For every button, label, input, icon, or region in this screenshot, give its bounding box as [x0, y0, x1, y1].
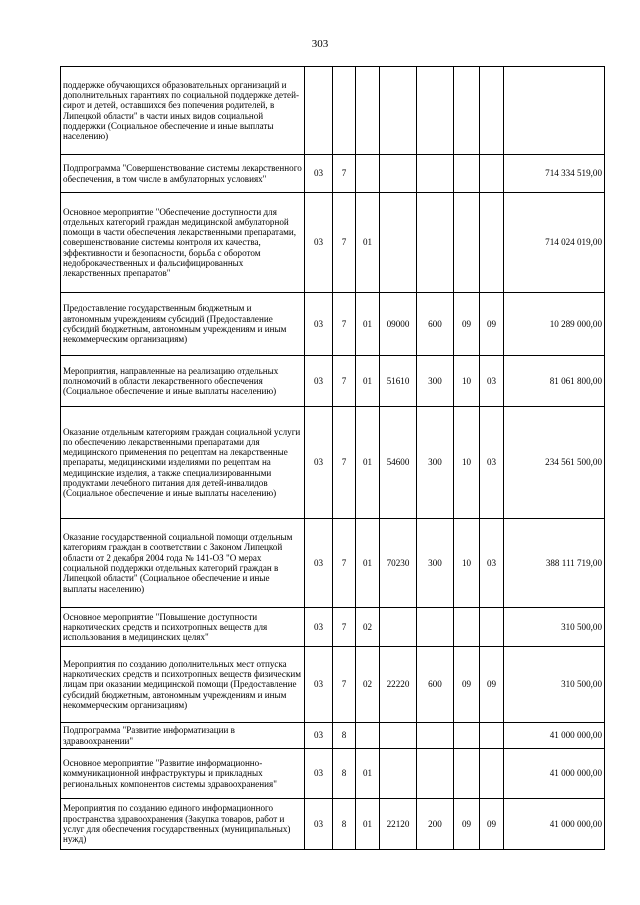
row-subsection — [480, 723, 504, 749]
row-expense-type: 200 — [417, 799, 454, 850]
row-amount: 714 024 019,00 — [504, 193, 605, 293]
row-direction-code: 54600 — [380, 407, 417, 519]
row-section: 10 — [454, 519, 480, 608]
row-name: Оказание отдельным категориям граждан социальной услуги по обеспечению лекарственными препаратами для медицинского применения по рецептам на лекарственные препараты, медицинскими изделиями по рецептам на медицинские изделия, а также специализированными продуктами лечебного питания для детей-инвалидов (Социальное обеспечение и иные выплаты населению) — [61, 407, 305, 519]
row-expense-type — [417, 608, 454, 647]
table-row — [61, 193, 605, 293]
row-amount: 310 500,00 — [504, 608, 605, 647]
row-subprogram-code: 7 — [333, 356, 356, 407]
row-expense-type: 300 — [417, 519, 454, 608]
row-direction-code: 22120 — [380, 799, 417, 850]
table-row — [61, 608, 605, 647]
row-program-code: 03 — [305, 647, 333, 723]
row-activity-code: 01 — [356, 193, 380, 293]
row-subprogram-code: 7 — [333, 519, 356, 608]
row-name: Подпрограмма "Развитие информатизации в здравоохранении" — [61, 723, 305, 749]
row-activity-code: 01 — [356, 407, 380, 519]
row-subsection: 03 — [480, 407, 504, 519]
row-program-code: 03 — [305, 799, 333, 850]
table-row — [61, 519, 605, 608]
row-direction-code — [380, 608, 417, 647]
row-subprogram-code: 8 — [333, 799, 356, 850]
row-expense-type — [417, 155, 454, 193]
row-direction-code — [380, 67, 417, 155]
row-subprogram-code: 7 — [333, 293, 356, 356]
row-subprogram-code: 7 — [333, 407, 356, 519]
row-direction-code: 51610 — [380, 356, 417, 407]
row-amount: 10 289 000,00 — [504, 293, 605, 356]
row-section: 09 — [454, 293, 480, 356]
budget-table-body — [61, 67, 605, 850]
row-direction-code: 09000 — [380, 293, 417, 356]
row-program-code: 03 — [305, 723, 333, 749]
row-amount — [504, 67, 605, 155]
table-row — [61, 723, 605, 749]
row-direction-code — [380, 193, 417, 293]
row-name: Мероприятия по созданию дополнительных мест отпуска наркотических средств и психотропных веществ физическим лицам при оказании медицинской помощи (Предоставление субсидий бюджетным, автономным учреждениям и иным некоммерческим организациям) — [61, 647, 305, 723]
table-row — [61, 356, 605, 407]
row-name: Мероприятия, направленные на реализацию отдельных полномочий в области лекарственного обеспечения (Социальное обеспечение и иные выплаты населению) — [61, 356, 305, 407]
row-activity-code: 02 — [356, 608, 380, 647]
row-name: Основное мероприятие "Развитие информационно-коммуникационной инфраструктуры и прикладных региональных компонентов системы здравоохранения" — [61, 749, 305, 799]
row-activity-code — [356, 155, 380, 193]
row-section — [454, 723, 480, 749]
row-direction-code — [380, 749, 417, 799]
budget-table — [60, 66, 605, 850]
row-amount: 41 000 000,00 — [504, 799, 605, 850]
row-section: 09 — [454, 647, 480, 723]
row-expense-type — [417, 67, 454, 155]
row-expense-type: 300 — [417, 407, 454, 519]
row-activity-code: 01 — [356, 293, 380, 356]
row-amount: 388 111 719,00 — [504, 519, 605, 608]
row-amount: 41 000 000,00 — [504, 749, 605, 799]
row-activity-code: 01 — [356, 799, 380, 850]
row-name: Предоставление государственным бюджетным и автономным учреждениям субсидий (Предоставление субсидий бюджетным, автономным учреждениям и иным некоммерческим организациям) — [61, 293, 305, 356]
row-direction-code: 70230 — [380, 519, 417, 608]
row-expense-type — [417, 749, 454, 799]
row-name: Мероприятия по созданию единого информационного пространства здравоохранения (Закупка товаров, работ и услуг для обеспечения государственных (муниципальных) нужд) — [61, 799, 305, 850]
row-activity-code: 02 — [356, 647, 380, 723]
table-row — [61, 647, 605, 723]
table-row — [61, 407, 605, 519]
row-subprogram-code: 7 — [333, 193, 356, 293]
table-row — [61, 155, 605, 193]
row-name: поддержке обучающихся образовательных организаций и дополнительных гарантиях по социальной поддержке детей-сирот и детей, оставшихся без попечения родителей, в Липецкой области" в части иных видов социальной поддержки (Социальное обеспечение и иные выплаты населению) — [61, 67, 305, 155]
row-section — [454, 67, 480, 155]
row-amount: 41 000 000,00 — [504, 723, 605, 749]
table-row — [61, 67, 605, 155]
row-name: Подпрограмма "Совершенствование системы лекарственного обеспечения, в том числе в амбулаторных условиях" — [61, 155, 305, 193]
row-subprogram-code: 7 — [333, 647, 356, 723]
table-row — [61, 293, 605, 356]
row-program-code: 03 — [305, 608, 333, 647]
row-activity-code: 01 — [356, 749, 380, 799]
row-subsection: 09 — [480, 647, 504, 723]
row-expense-type: 600 — [417, 647, 454, 723]
row-expense-type: 600 — [417, 293, 454, 356]
row-subprogram-code: 8 — [333, 723, 356, 749]
row-expense-type — [417, 723, 454, 749]
row-direction-code — [380, 155, 417, 193]
row-subsection: 03 — [480, 356, 504, 407]
row-direction-code: 22220 — [380, 647, 417, 723]
row-section: 10 — [454, 356, 480, 407]
row-section: 10 — [454, 407, 480, 519]
row-subsection: 09 — [480, 293, 504, 356]
row-section — [454, 608, 480, 647]
row-subsection — [480, 749, 504, 799]
row-subsection: 09 — [480, 799, 504, 850]
row-subprogram-code: 7 — [333, 608, 356, 647]
row-name: Основное мероприятие "Повышение доступности наркотических средств и психотропных веществ для использования в медицинских целях" — [61, 608, 305, 647]
row-activity-code: 01 — [356, 519, 380, 608]
row-activity-code — [356, 67, 380, 155]
page-number: 303 — [311, 38, 329, 50]
row-direction-code — [380, 723, 417, 749]
row-subsection — [480, 67, 504, 155]
row-section — [454, 155, 480, 193]
row-subprogram-code: 7 — [333, 155, 356, 193]
row-program-code: 03 — [305, 407, 333, 519]
row-name: Основное мероприятие "Обеспечение доступности для отдельных категорий граждан медицинской амбулаторной помощи в части обеспечения лекарственными препаратами, совершенствование системы контроля их качества, эффективности и безопасности, борьба с оборотом недоброкачественных и фальсифицированных лекарственных препаратов" — [61, 193, 305, 293]
row-section — [454, 749, 480, 799]
row-program-code — [305, 67, 333, 155]
row-amount: 714 334 519,00 — [504, 155, 605, 193]
row-activity-code — [356, 723, 380, 749]
row-program-code: 03 — [305, 193, 333, 293]
row-program-code: 03 — [305, 519, 333, 608]
row-subprogram-code: 8 — [333, 749, 356, 799]
row-amount: 310 500,00 — [504, 647, 605, 723]
row-name: Оказание государственной социальной помощи отдельным категориям граждан в соответствии с Законом Липецкой области от 2 декабря 2004 года № 141-ОЗ "О мерах социальной поддержки отдельных категорий граждан в Липецкой области" (Социальное обеспечение и иные выплаты населению) — [61, 519, 305, 608]
row-expense-type: 300 — [417, 356, 454, 407]
row-subsection — [480, 193, 504, 293]
row-program-code: 03 — [305, 356, 333, 407]
table-row — [61, 749, 605, 799]
row-amount: 234 561 500,00 — [504, 407, 605, 519]
row-section: 09 — [454, 799, 480, 850]
row-subsection: 03 — [480, 519, 504, 608]
row-activity-code: 01 — [356, 356, 380, 407]
row-program-code: 03 — [305, 749, 333, 799]
row-program-code: 03 — [305, 155, 333, 193]
row-subprogram-code — [333, 67, 356, 155]
row-subsection — [480, 608, 504, 647]
table-row — [61, 799, 605, 850]
row-subsection — [480, 155, 504, 193]
row-program-code: 03 — [305, 293, 333, 356]
row-amount: 81 061 800,00 — [504, 356, 605, 407]
row-expense-type — [417, 193, 454, 293]
row-section — [454, 193, 480, 293]
